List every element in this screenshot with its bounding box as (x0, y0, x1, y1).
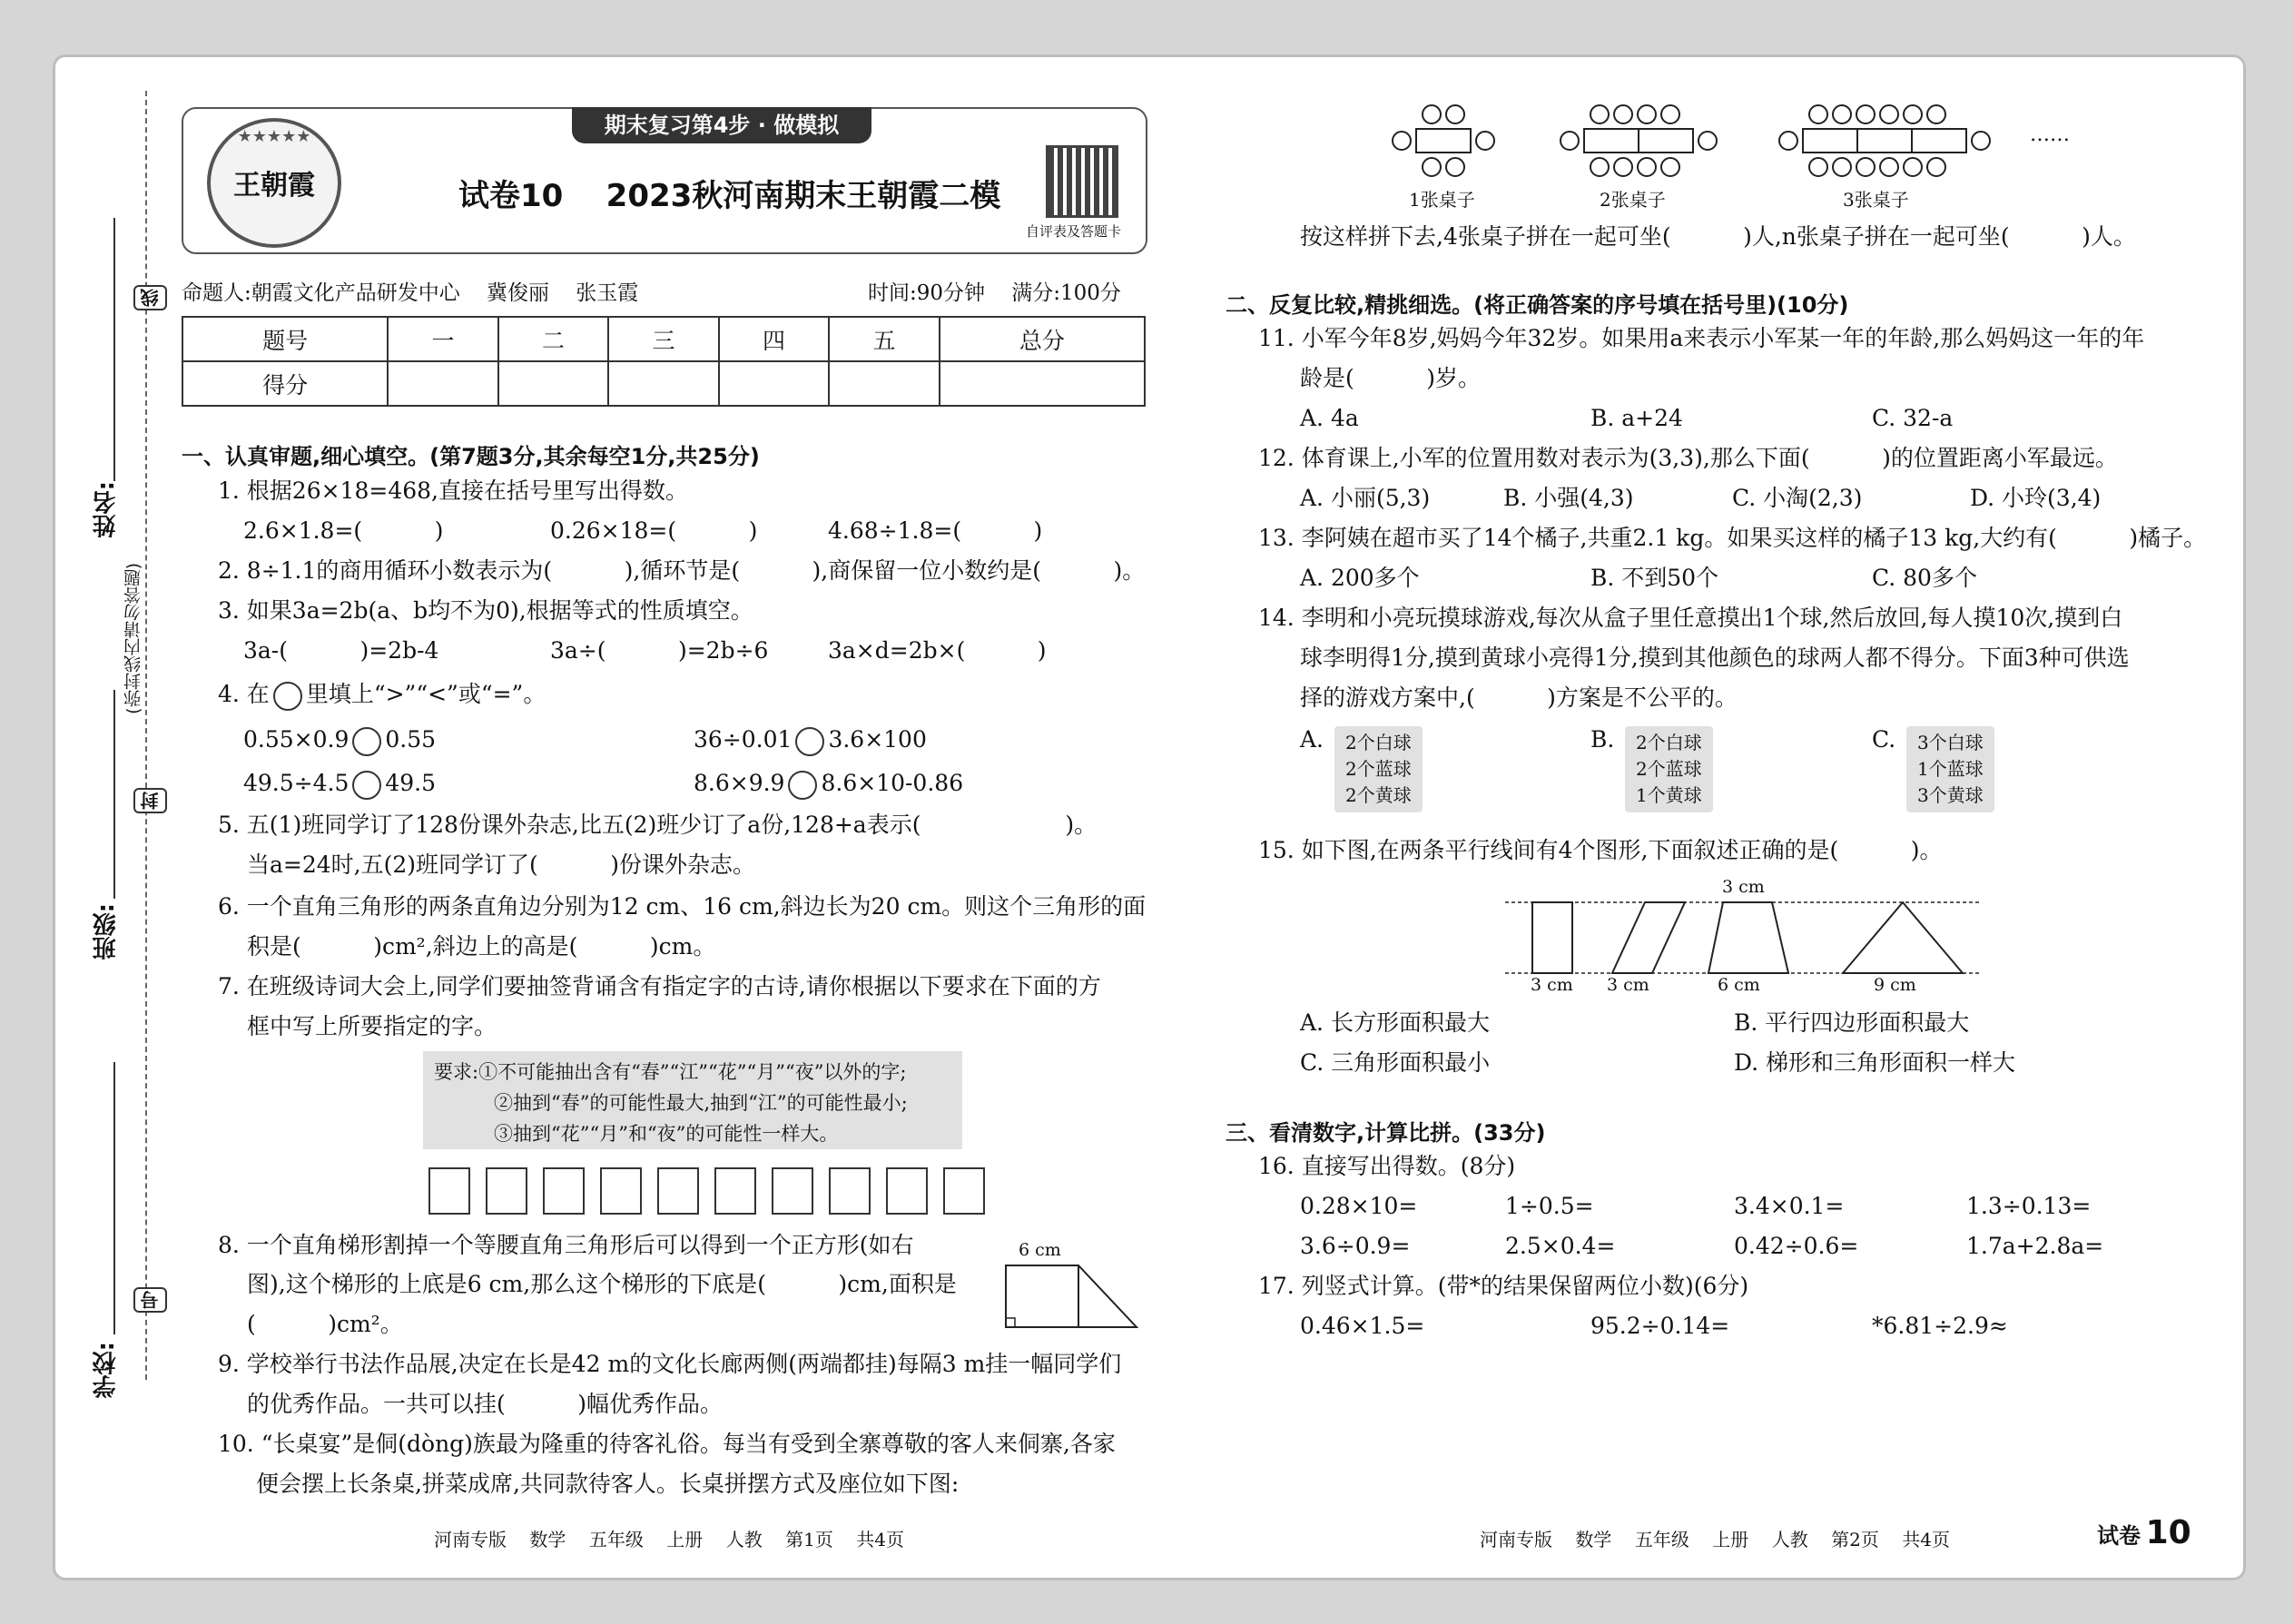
q12-option-a: A. 小丽(5,3) (1300, 485, 1431, 511)
q4c-left: 49.5÷4.5 (243, 770, 350, 796)
answer-box[interactable] (486, 1167, 527, 1215)
q12-option-b: B. 小强(4,3) (1503, 485, 1634, 511)
req-3: ③抽到“花”“月”和“夜”的可能性一样大。 (494, 1123, 839, 1145)
compare-circle-icon (273, 682, 302, 711)
ball-b-2: 2个蓝球 (1636, 758, 1702, 780)
paper-tag-label: 试卷 (2097, 1523, 2141, 1549)
section3-title: 三、看清数字,计算比拼。(33分) (1226, 1120, 1546, 1146)
score-header-cell: 五 (829, 317, 940, 361)
q16-item: 1.3÷0.13= (1966, 1193, 2092, 1219)
answer-circle[interactable] (795, 727, 824, 756)
q15: 15. 如下图,在两条平行线间有4个图形,下面叙述正确的是( )。 (1258, 837, 1943, 863)
q14-option-b: B. (1590, 726, 1615, 753)
q15-option-c: C. 三角形面积最小 (1300, 1049, 1491, 1076)
q7b: 框中写上所要指定的字。 (247, 1013, 497, 1039)
q1a: 2.6×1.8=( ) (243, 517, 444, 544)
logo-stars: ★★★★★ (237, 127, 311, 146)
q5a: 5. 五(1)班同学订了128份课外杂志,比五(2)班少订了a份,128+a表示( )。 (218, 812, 1098, 838)
q4-pre: 4. 在 (218, 681, 270, 707)
score-header-cell: 总分 (940, 317, 1145, 361)
ball-c-3: 3个黄球 (1917, 784, 1984, 806)
q15-option-b: B. 平行四边形面积最大 (1734, 1009, 1970, 1036)
q4b-left: 36÷0.01 (694, 726, 793, 753)
q14-option-a: A. (1300, 726, 1324, 753)
side-seal-label: 封 (133, 788, 167, 813)
q17-item: 95.2÷0.14= (1590, 1313, 1730, 1339)
q4b (694, 724, 927, 756)
q17-item: 0.46×1.5= (1300, 1313, 1425, 1339)
q4c (243, 768, 436, 800)
table-label-3: 3张桌子 (1843, 189, 1909, 211)
q4a-left: 0.55×0.9 (243, 726, 350, 753)
score-header-cell: 四 (719, 317, 830, 361)
q13-option-b: B. 不到50个 (1590, 565, 1719, 591)
q13-option-a: A. 200多个 (1300, 565, 1420, 591)
q12-option-d: D. 小玲(3,4) (1970, 485, 2102, 511)
fig-top-label: 3 cm (1722, 877, 1765, 897)
score-header-cell: 三 (608, 317, 719, 361)
logo (207, 118, 341, 248)
answer-box[interactable] (886, 1167, 928, 1215)
q4d-right: 8.6×10-0.86 (821, 770, 964, 796)
q9b: 的优秀作品。一共可以挂( )幅优秀作品。 (247, 1391, 723, 1417)
answer-circle[interactable] (352, 727, 381, 756)
q4 (218, 679, 546, 711)
q13-option-c: C. 80多个 (1872, 565, 1977, 591)
q4a (243, 724, 436, 756)
requirements-box (423, 1051, 962, 1149)
q10a: 10. “长桌宴”是侗(dòng)族最为隆重的待客礼俗。每当有受到全寨尊敬的客人来侗寨,各家 (218, 1431, 1116, 1457)
q4d (694, 768, 963, 800)
side-name-label: 姓名: (93, 481, 120, 538)
ball-b-3: 1个黄球 (1636, 784, 1702, 806)
q8-fig-label: 6 cm (1019, 1240, 1061, 1260)
side-line-label: 线 (133, 285, 167, 310)
score-cell[interactable] (608, 361, 719, 406)
q4b-right: 3.6×100 (828, 726, 927, 753)
parallel-lines-figure (1498, 895, 1988, 977)
answer-box[interactable] (829, 1167, 871, 1215)
q4d-left: 8.6×9.9 (694, 770, 785, 796)
score-header-cell: 一 (388, 317, 498, 361)
q16-item: 0.28×10= (1300, 1193, 1418, 1219)
qr-code[interactable] (1046, 145, 1118, 218)
side-school-label: 学校: (93, 1342, 120, 1399)
q8c: ( )cm²。 (247, 1311, 403, 1337)
score-table-row (182, 361, 1145, 406)
q4-post: 里填上“>”“<”或“=”。 (305, 681, 546, 707)
answer-circle[interactable] (352, 771, 381, 800)
footer-left: 河南专版 数学 五年级 上册 人教 第1页 共4页 (434, 1529, 905, 1550)
score-cell[interactable] (719, 361, 830, 406)
q14-option-c: C. (1872, 726, 1896, 753)
ball-a-2: 2个蓝球 (1345, 758, 1412, 780)
q4a-right: 0.55 (385, 726, 437, 753)
score-cell[interactable] (498, 361, 609, 406)
q15-option-d: D. 梯形和三角形面积一样大 (1734, 1049, 2016, 1076)
q16: 16. 直接写出得数。(8分) (1258, 1153, 1516, 1179)
q11-option-c: C. 32-a (1872, 405, 1954, 431)
q16-item: 1.7a+2.8a= (1966, 1233, 2104, 1259)
q1c: 4.68÷1.8=( ) (828, 517, 1043, 544)
exam-title: 试卷10 2023秋河南期末王朝霞二模 (458, 178, 1001, 214)
q11b: 龄是( )岁。 (1300, 365, 1481, 391)
fig-bottom-label-1: 3 cm (1531, 975, 1573, 995)
answer-box[interactable] (714, 1167, 756, 1215)
side-hao-label: 号 (133, 1287, 167, 1313)
fig-bottom-label-2: 3 cm (1607, 975, 1649, 995)
q14c: 择的游戏方案中,( )方案是不公平的。 (1300, 684, 1738, 711)
score-row-label: 得分 (182, 361, 388, 406)
fig-bottom-label-4: 9 cm (1874, 975, 1916, 995)
authors: 命题人:朝霞文化产品研发中心 冀俊丽 张玉霞 (182, 281, 639, 305)
answer-box[interactable] (428, 1167, 470, 1215)
answer-boxes (428, 1167, 1000, 1218)
q3a: 3a-( )=2b-4 (243, 637, 439, 664)
section1-title: 一、认真审题,细心填空。(第7题3分,其余每空1分,共25分) (182, 444, 760, 469)
ball-a-3: 2个黄球 (1345, 784, 1412, 806)
answer-box[interactable] (943, 1167, 985, 1215)
req-1: 要求:①不可能抽出含有“春”“江”“花”“月”“夜”以外的字; (434, 1061, 907, 1083)
q14b: 球李明得1分,摸到黄球小亮得1分,摸到其他颜色的球两人都不得分。下面3种可供选 (1300, 645, 2130, 671)
score-table-header-row (182, 317, 1145, 361)
paper-tag-number: 10 (2145, 1514, 2191, 1551)
score-cell[interactable] (388, 361, 498, 406)
banner (572, 107, 871, 143)
q7a: 7. 在班级诗词大会上,同学们要抽签背诵含有指定字的古诗,请你根据以下要求在下面的方 (218, 973, 1101, 999)
binding-line (145, 91, 147, 1380)
tables-dots: …… (2030, 123, 2070, 146)
section2-title: 二、反复比较,精挑细选。(将正确答案的序号填在括号里)(10分) (1226, 292, 1849, 318)
class-blank-line (113, 690, 115, 899)
logo-text: 王朝霞 (233, 170, 315, 202)
footer-right: 河南专版 数学 五年级 上册 人教 第2页 共4页 (1480, 1529, 1951, 1550)
q10-question: 按这样拼下去,4张桌子拼在一起可坐( )人,n张桌子拼在一起可坐( )人。 (1300, 223, 2136, 250)
q5b: 当a=24时,五(2)班同学订了( )份课外杂志。 (247, 851, 755, 878)
table-label-2: 2张桌子 (1600, 189, 1666, 211)
paper-tag (2097, 1514, 2191, 1551)
q16-item: 0.42÷0.6= (1734, 1233, 1859, 1259)
ball-c-2: 1个蓝球 (1917, 758, 1984, 780)
q10b: 便会摆上长条桌,拼菜成席,共同款待客人。长桌拼摆方式及座位如下图: (256, 1471, 960, 1497)
q12: 12. 体育课上,小军的位置用数对表示为(3,3),那么下面( )的位置距离小军最远。 (1258, 445, 2118, 471)
score-header-cell: 二 (498, 317, 609, 361)
trapezoid-figure (999, 1262, 1144, 1334)
ball-c-1: 3个白球 (1917, 732, 1984, 753)
long-tables-figure (1389, 102, 2043, 192)
q14a: 14. 李明和小亮玩摸球游戏,每次从盒子里任意摸出1个球,然后放回,每人摸10次,摸到白 (1258, 605, 2123, 631)
q4c-right: 49.5 (385, 770, 437, 796)
q8b: 图),这个梯形的上底是6 cm,那么这个梯形的下底是( )cm,面积是 (247, 1271, 957, 1297)
q11-option-a: A. 4a (1300, 405, 1359, 431)
fig-bottom-label-3: 6 cm (1718, 975, 1760, 995)
q11a: 11. 小军今年8岁,妈妈今年32岁。如果用a来表示小军某一年的年龄,那么妈妈这一年的年 (1258, 325, 2145, 351)
score-header-cell: 题号 (182, 317, 388, 361)
q6a: 6. 一个直角三角形的两条直角边分别为12 cm、16 cm,斜边长为20 cm。则这个三角形的面 (218, 893, 1147, 920)
score-cell[interactable] (940, 361, 1145, 406)
table-label-1: 1张桌子 (1409, 189, 1475, 211)
ball-box-c (1906, 726, 1994, 812)
ball-a-1: 2个白球 (1345, 732, 1412, 753)
ball-box-b (1625, 726, 1713, 812)
name-blank-line (113, 218, 115, 481)
q6b: 积是( )cm²,斜边上的高是( )cm。 (247, 933, 716, 960)
ball-box-a (1334, 726, 1423, 812)
score-cell[interactable] (829, 361, 940, 406)
school-blank-line (113, 1062, 115, 1334)
answer-box[interactable] (772, 1167, 813, 1215)
q3b: 3a÷( )=2b÷6 (550, 637, 769, 664)
answer-box[interactable] (600, 1167, 642, 1215)
time-score: 时间:90分钟 满分:100分 (868, 281, 1121, 305)
q16-item: 2.5×0.4= (1505, 1233, 1616, 1259)
q3c: 3a×d=2b×( ) (828, 637, 1047, 664)
q13: 13. 李阿姨在超市买了14个橘子,共重2.1 kg。如果买这样的橘子13 kg,大约有( )橘子。 (1258, 525, 2207, 551)
q11-option-b: B. a+24 (1590, 405, 1683, 431)
side-note: (弥封线内请勿答题) (121, 563, 145, 714)
q16-item: 3.4×0.1= (1734, 1193, 1845, 1219)
banner-text: 期末复习第4步 · 做模拟 (604, 113, 840, 138)
q16-item: 1÷0.5= (1505, 1193, 1594, 1219)
q2: 2. 8÷1.1的商用循环小数表示为( ),循环节是( ),商保留一位小数约是( )。 (218, 557, 1146, 584)
side-class-label: 班级: (93, 903, 120, 960)
q15-option-a: A. 长方形面积最大 (1300, 1009, 1490, 1036)
q12-option-c: C. 小淘(2,3) (1732, 485, 1863, 511)
q3: 3. 如果3a=2b(a、b均不为0),根据等式的性质填空。 (218, 597, 753, 624)
answer-box[interactable] (543, 1167, 585, 1215)
answer-circle[interactable] (788, 771, 817, 800)
qr-label: 自评表及答题卡 (1026, 223, 1122, 240)
q17: 17. 列竖式计算。(带*的结果保留两位小数)(6分) (1258, 1273, 1749, 1299)
req-2: ②抽到“春”的可能性最大,抽到“江”的可能性最小; (494, 1092, 908, 1114)
score-table (182, 316, 1146, 407)
q1: 1. 根据26×18=468,直接在括号里写出得数。 (218, 477, 688, 504)
ball-b-1: 2个白球 (1636, 732, 1702, 753)
q8a: 8. 一个直角梯形割掉一个等腰直角三角形后可以得到一个正方形(如右 (218, 1232, 914, 1258)
q1b: 0.26×18=( ) (550, 517, 758, 544)
answer-box[interactable] (657, 1167, 699, 1215)
q17-item: *6.81÷2.9≈ (1872, 1313, 2008, 1339)
q16-item: 3.6÷0.9= (1300, 1233, 1411, 1259)
q9a: 9. 学校举行书法作品展,决定在长是42 m的文化长廊两侧(两端都挂)每隔3 m挂一幅同学们 (218, 1351, 1122, 1377)
